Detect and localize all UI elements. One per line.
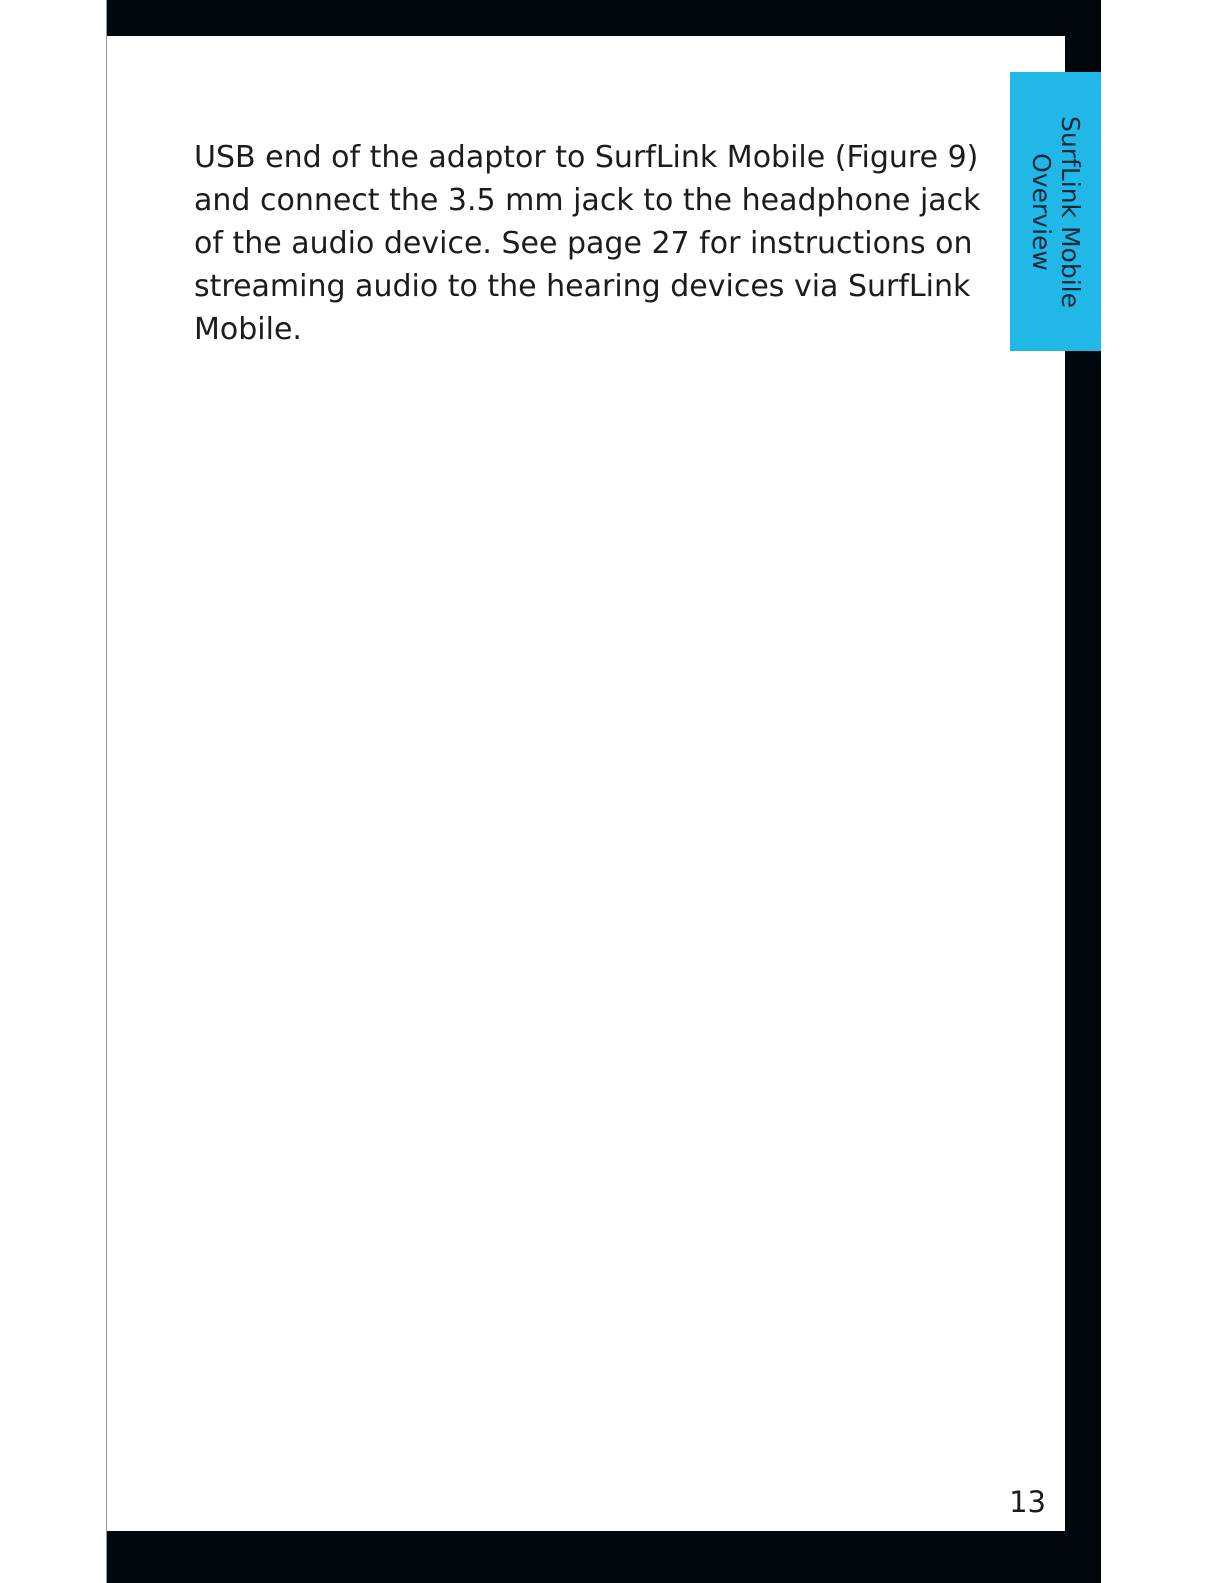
- page-left-edge: [106, 0, 107, 1583]
- section-tab-label: [1010, 72, 1101, 351]
- section-tab-line-1: SurfLink Mobile: [1055, 115, 1085, 308]
- body-line: USB end of the adaptor to SurfLink Mobile (Figure 9): [194, 140, 979, 175]
- section-tab-line-2: Overview: [1026, 152, 1056, 271]
- body-line: Mobile.: [194, 312, 302, 347]
- bottom-frame-bar: [107, 1531, 1101, 1583]
- body-line: streaming audio to the hearing devices via SurfLink: [194, 269, 971, 304]
- body-paragraph: [194, 136, 981, 351]
- body-line: and connect the 3.5 mm jack to the headphone jack: [194, 183, 981, 218]
- page-number: 13: [1009, 1485, 1046, 1519]
- body-line: of the audio device. See page 27 for instructions on: [194, 226, 973, 261]
- top-frame-bar: [107, 0, 1101, 36]
